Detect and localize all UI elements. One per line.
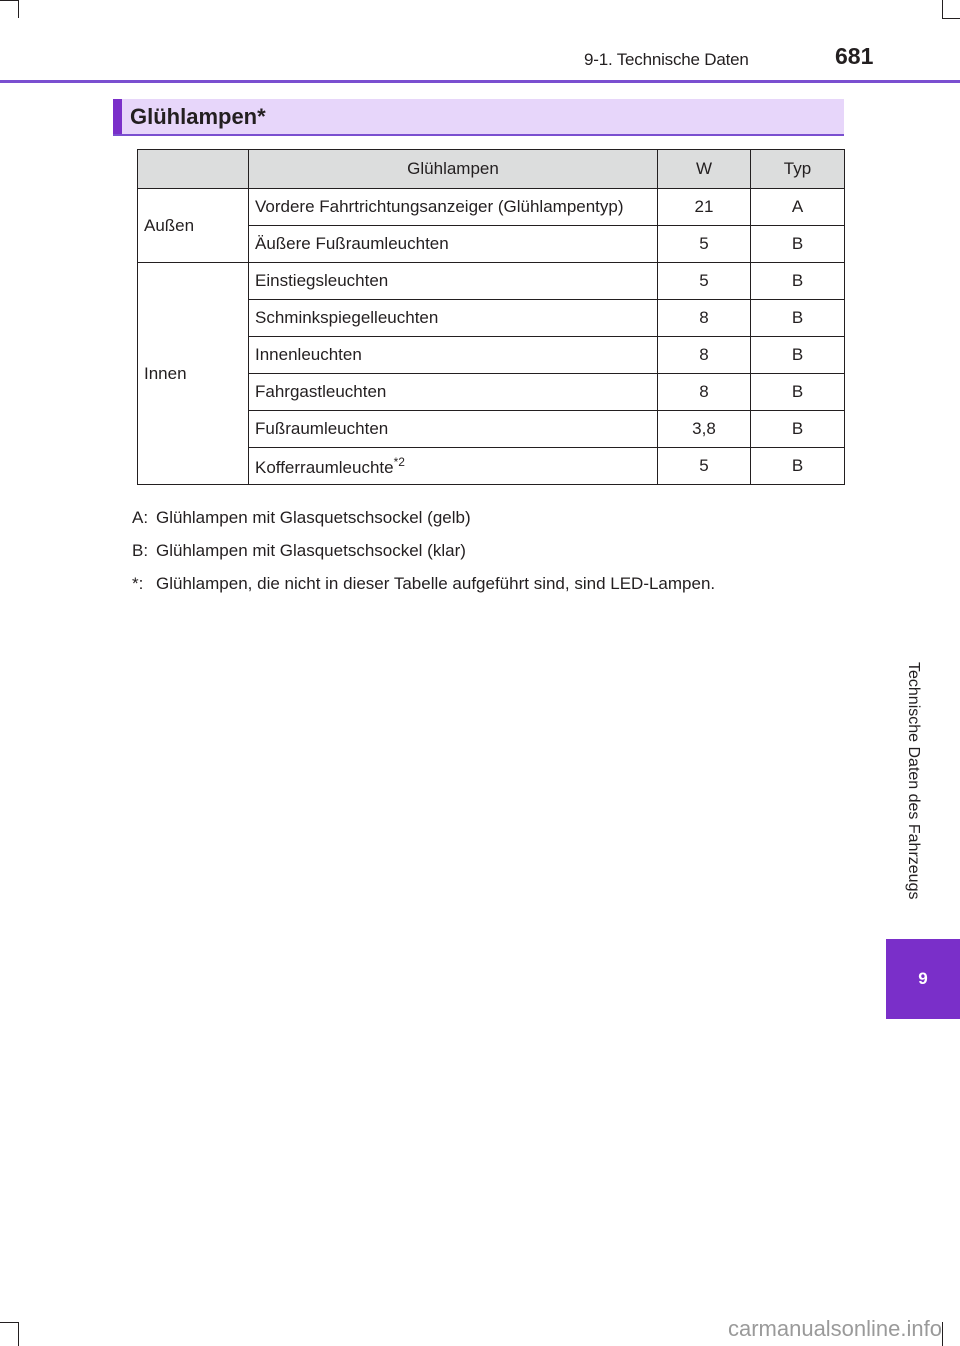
table-header-cell: Glühlampen <box>249 150 658 189</box>
bulb-name: Kofferraumleuchte <box>255 457 394 477</box>
bulb-name: Schminkspiegelleuchten <box>249 300 658 337</box>
page-number: 681 <box>835 43 874 69</box>
footnote-text: Glühlampen mit Glasquetschsockel (gelb) <box>156 508 471 527</box>
bulb-watt: 21 <box>658 189 751 226</box>
footnote-text: Glühlampen mit Glasquetschsockel (klar) <box>156 541 466 560</box>
bulb-name: Innenleuchten <box>249 337 658 374</box>
footnote-mark: *2 <box>393 454 405 469</box>
chapter-title: Technische Daten des Fahrzeugs <box>905 662 922 900</box>
watermark: carmanualsonline.info <box>727 1316 942 1341</box>
table-row <box>138 263 845 300</box>
bulb-name: Äußere Fußraumleuchten <box>249 226 658 263</box>
bulb-watt: 5 <box>658 448 751 485</box>
footnote-key: *: <box>132 574 144 593</box>
crop-mark <box>0 0 18 1</box>
table-header-cell: W <box>658 150 751 189</box>
bulb-type: B <box>751 300 845 337</box>
bulb-watt: 5 <box>658 226 751 263</box>
bulb-name: Einstiegsleuchten <box>249 263 658 300</box>
header-divider <box>0 80 960 83</box>
crop-mark <box>0 1322 18 1323</box>
table-header-cell: Typ <box>751 150 845 189</box>
footnote <box>132 508 715 528</box>
group-label: Außen <box>138 189 249 263</box>
section-accent <box>113 99 122 134</box>
crop-mark <box>942 18 960 19</box>
bulb-watt: 8 <box>658 374 751 411</box>
bulb-table <box>137 149 845 485</box>
table-header-cell <box>138 150 249 189</box>
table-header-row <box>138 150 845 189</box>
crop-mark <box>18 0 19 18</box>
section-heading <box>113 99 844 136</box>
crop-mark <box>942 0 943 18</box>
crop-mark <box>942 1322 943 1346</box>
footnote <box>132 574 715 594</box>
bulb-type: B <box>751 448 845 485</box>
bulb-watt: 8 <box>658 337 751 374</box>
footnotes <box>132 508 715 607</box>
bulb-type: B <box>751 337 845 374</box>
bulb-type: B <box>751 411 845 448</box>
bulb-watt: 8 <box>658 300 751 337</box>
bulb-type: B <box>751 226 845 263</box>
header-section-title: 9-1. Technische Daten <box>584 50 749 69</box>
bulb-watt: 3,8 <box>658 411 751 448</box>
table-row <box>138 189 845 226</box>
footnote-text: Glühlampen, die nicht in dieser Tabelle aufgeführt sind, sind LED-Lampen. <box>156 574 716 593</box>
bulb-type: A <box>751 189 845 226</box>
bulb-name: Vordere Fahrtrichtungsanzeiger (Glühlampentyp) <box>249 189 658 226</box>
bulb-name: Fahrgastleuchten <box>249 374 658 411</box>
crop-mark <box>18 1322 19 1346</box>
footnote-key: A: <box>132 508 149 527</box>
footnote <box>132 541 715 561</box>
bulb-watt: 5 <box>658 263 751 300</box>
chapter-tab[interactable] <box>886 939 960 1019</box>
section-title: Glühlampen* <box>130 104 266 129</box>
bulb-type: B <box>751 263 845 300</box>
bulb-type: B <box>751 374 845 411</box>
group-label: Innen <box>138 263 249 485</box>
footnote-key: B: <box>132 541 149 560</box>
chapter-number: 9 <box>918 969 928 988</box>
bulb-name-cell <box>249 448 658 485</box>
bulb-name: Fußraumleuchten <box>249 411 658 448</box>
